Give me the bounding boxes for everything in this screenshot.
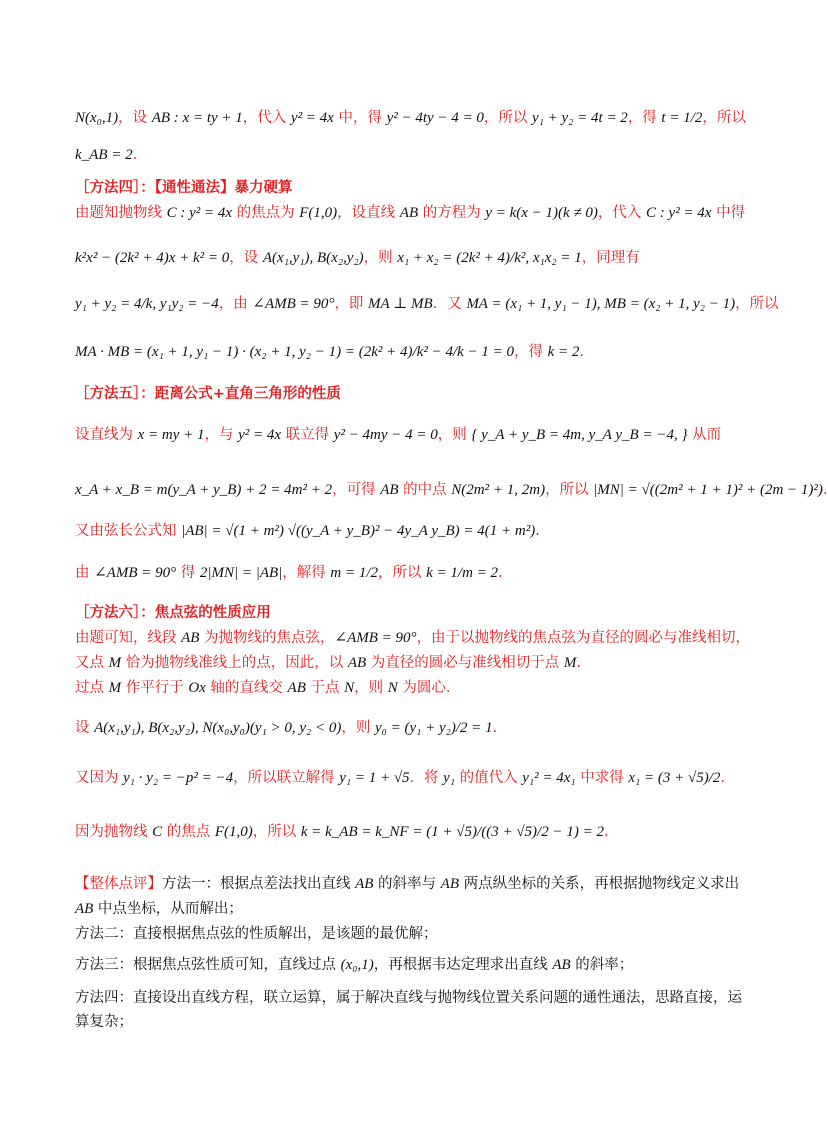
math-expression: y₁² = 4x₁ [522, 770, 576, 786]
text-segment: ，与 [204, 427, 239, 443]
math-expression: AB [355, 876, 374, 892]
math-expression: AB [399, 205, 419, 221]
text-segment: ，所以 [545, 482, 594, 498]
text-segment: ，解得 [282, 565, 331, 581]
math-expression: k = 2 [547, 344, 580, 360]
math-expression: A(x₁,y₁), B(x₂,y₂) [262, 250, 364, 266]
text-segment: 的值代入 [455, 770, 523, 786]
text-segment: ，则 [354, 680, 388, 696]
math-expression: x₁ + x₂ = (2k² + 4)/k², x₁x₂ = 1 [397, 250, 582, 266]
math-expression: MA = (x₁ + 1, y₁ − 1), MB = (x₂ + 1, y₂ − 1) [466, 296, 736, 312]
text-segment: 于点 [305, 680, 345, 696]
math-expression: ∠AMB = 90° [252, 296, 335, 312]
text-segment: 中得 [711, 205, 746, 221]
text-segment: 又点 [75, 655, 109, 671]
section-heading: ［方法六］：焦点弦的性质应用 [75, 605, 271, 621]
text-line [75, 718, 497, 738]
text-segment: 的斜率； [570, 957, 634, 973]
math-expression: y₀ = (y₁ + y₂)/2 = 1 [374, 720, 493, 736]
math-expression: N(2m² + 1, 2m) [451, 482, 546, 498]
text-line [75, 768, 725, 788]
text-segment: . [720, 770, 725, 786]
text-line [75, 521, 540, 541]
text-segment: 为圆心. [397, 680, 451, 696]
text-line [75, 425, 721, 445]
text-segment: ，即 [334, 296, 369, 312]
math-expression: ∠AMB = 90° [334, 630, 417, 646]
math-expression: (x₀,1) [340, 957, 374, 973]
text-segment: 恰为抛物线准线上的点，因此，以 [121, 655, 348, 671]
text-line [75, 988, 742, 1008]
math-expression: F(1,0) [299, 205, 338, 221]
text-segment: ，由 [218, 296, 253, 312]
text-segment: ．又 [432, 296, 467, 312]
math-expression: t = 1/2 [661, 110, 703, 126]
text-segment: ，由于以抛物线的焦点弦为直径的圆必与准线相切， [416, 630, 751, 646]
text-segment: 中，得 [333, 110, 387, 126]
text-segment: 联立得 [281, 427, 334, 443]
text-segment: 又因为 [75, 770, 124, 786]
text-segment: 算复杂； [75, 1014, 133, 1030]
text-segment: ，设直线 [337, 205, 400, 221]
text-line [75, 822, 609, 842]
section-heading: ［方法五］：距离公式+直角三角形的性质 [75, 386, 341, 402]
text-segment: . [822, 482, 828, 498]
math-expression: C : y² = 4x [166, 205, 233, 221]
math-expression: AB [287, 680, 306, 696]
text-segment: ，代入 [242, 110, 291, 126]
math-expression: AB [75, 901, 94, 917]
text-segment: ，得 [514, 344, 548, 360]
math-expression: N [344, 680, 355, 696]
text-segment: 的方程为 [418, 205, 486, 221]
text-segment: . [498, 565, 503, 581]
text-segment: 中求得 [575, 770, 629, 786]
text-segment: ，代入 [597, 205, 647, 221]
math-expression: AB [347, 655, 367, 671]
text-line [75, 924, 438, 944]
math-expression: k = k_AB = k_NF = (1 + √5)/((3 + √5)/2 − 1) = 2 [300, 824, 604, 840]
text-segment: 方法三：根据焦点弦性质可知，直线过点 [75, 957, 341, 973]
text-segment: 中点坐标，从而解出； [93, 901, 243, 917]
math-expression: MA ⊥ MB [368, 296, 433, 312]
text-segment: ，所以 [252, 824, 301, 840]
text-line [75, 603, 271, 623]
text-line [75, 1012, 133, 1032]
math-expression: k = 1/m = 2 [426, 565, 499, 581]
math-expression: AB [380, 482, 399, 498]
text-segment: ，所以 [483, 110, 533, 126]
text-segment: 设直线为 [75, 427, 138, 443]
math-expression: y² − 4ty − 4 = 0 [386, 110, 484, 126]
text-segment: ，则 [341, 720, 375, 736]
math-expression: A(x₁,y₁), B(x₂,y₂), N(x₀,y₀)(y₁ > 0, y₂ < 0) [94, 720, 342, 736]
text-segment: ．将 [409, 770, 444, 786]
text-segment: ，所以 [702, 110, 746, 126]
math-expression: y₁ + y₂ = 4t = 2 [532, 110, 628, 126]
math-expression: x_A + x_B = m(y_A + y_B) + 2 = 4m² + 2 [75, 482, 333, 498]
math-expression: F(1,0) [214, 824, 253, 840]
text-segment: . [535, 523, 540, 539]
text-segment: ，同理有 [581, 250, 640, 266]
text-segment: 为直径的圆必与准线相切于点 [366, 655, 564, 671]
math-expression: x = my + 1 [137, 427, 205, 443]
text-line [75, 480, 828, 500]
text-line [75, 145, 137, 165]
math-expression: m = 1/2 [330, 565, 379, 581]
text-line [75, 628, 750, 648]
math-expression: y₁ [443, 770, 456, 786]
text-segment: ，再根据韦达定理求出直线 [373, 957, 553, 973]
math-expression: AB [440, 876, 459, 892]
text-segment: ，则 [437, 427, 472, 443]
text-line [75, 955, 633, 975]
math-expression: AB [552, 957, 571, 973]
math-expression: M [563, 655, 577, 671]
text-segment: ，所以联立解得 [233, 770, 340, 786]
math-expression: |AB| = √(1 + m²) √((y_A + y_B)² − 4y_A y_B) = 4(1 + m²) [181, 523, 536, 539]
math-expression: y² − 4my − 4 = 0 [333, 427, 438, 443]
text-segment: 设 [75, 720, 95, 736]
math-expression: C [152, 824, 163, 840]
math-expression: C : y² = 4x [646, 205, 712, 221]
text-line [75, 899, 243, 919]
text-line [75, 653, 581, 673]
text-segment: 为抛物线的焦点弦， [199, 630, 335, 646]
math-expression: N [387, 680, 398, 696]
text-segment: 【整体点评】 [75, 876, 162, 892]
section-heading: ［方法四］：【通性通法】暴力硬算 [75, 180, 293, 196]
text-segment: 方法四：直接设出直线方程，联立运算，属于解决直线与抛物线位置关系问题的通性通法，思路直接，运 [75, 990, 742, 1006]
text-line [75, 178, 293, 198]
text-segment: 由 [75, 565, 95, 581]
math-expression: |MN| = √((2m² + 1 + 1)² + (2m − 1)²) [593, 482, 823, 498]
text-segment: ，所以 [735, 296, 779, 312]
text-segment: 由题知抛物线 [75, 205, 167, 221]
text-segment: 因为抛物线 [75, 824, 153, 840]
text-line [75, 874, 739, 894]
text-segment: . [603, 824, 609, 840]
math-expression: k_AB = 2 [75, 147, 133, 163]
text-line [75, 294, 779, 314]
text-segment: ，设 [229, 250, 263, 266]
text-segment: 方法一：根据点差法找出直线 [162, 876, 356, 892]
text-line [75, 248, 640, 268]
text-segment: . [579, 344, 585, 360]
text-segment: 得 [176, 565, 200, 581]
text-segment: 方法二：直接根据焦点弦的性质解出，是该题的最优解； [75, 926, 438, 942]
text-line [75, 384, 341, 404]
text-segment: 的斜率与 [373, 876, 441, 892]
text-segment: . [132, 147, 138, 163]
math-expression: N(x₀,1) [75, 110, 119, 126]
text-segment: ，设 [118, 110, 152, 126]
text-line [75, 108, 746, 128]
text-segment: 过点 [75, 680, 109, 696]
math-expression: ∠AMB = 90° [94, 565, 177, 581]
math-expression: y₁ = 1 + √5 [339, 770, 410, 786]
text-segment: 轴的直线交 [205, 680, 288, 696]
text-segment: ，得 [627, 110, 662, 126]
math-expression: y = k(x − 1)(k ≠ 0) [485, 205, 598, 221]
text-segment: ，所以 [378, 565, 427, 581]
math-expression: AB [181, 630, 200, 646]
math-expression: 2|MN| = |AB| [199, 565, 283, 581]
math-expression: x₁ = (3 + √5)/2 [628, 770, 721, 786]
text-segment: 由题可知，线段 [75, 630, 182, 646]
math-expression: MA · MB = (x₁ + 1, y₁ − 1) · (x₂ + 1, y₂ − 1) = (2k² + 4)/k² − 4/k − 1 = 0 [75, 344, 515, 360]
math-expression: y² = 4x [290, 110, 334, 126]
math-expression: y₁ · y₂ = −p² = −4 [123, 770, 234, 786]
text-segment: . [492, 720, 498, 736]
math-expression: Ox [188, 680, 206, 696]
text-line [75, 342, 584, 362]
math-expression: y² = 4x [238, 427, 282, 443]
math-expression: M [108, 655, 122, 671]
text-segment: 又由弦长公式知 [75, 523, 182, 539]
math-expression: y₁ + y₂ = 4/k, y₁y₂ = −4 [75, 296, 219, 312]
text-segment: 两点纵坐标的关系，再根据抛物线定义求出 [458, 876, 740, 892]
text-segment: . [576, 655, 581, 671]
math-expression: { y_A + y_B = 4m, y_A y_B = −4, } [471, 427, 688, 443]
math-expression: M [108, 680, 122, 696]
text-segment: 的焦点 [162, 824, 215, 840]
text-segment: ，可得 [332, 482, 381, 498]
text-segment: 从而 [687, 427, 722, 443]
text-line [75, 678, 450, 698]
text-segment: ，则 [363, 250, 398, 266]
math-expression: AB : x = ty + 1 [151, 110, 243, 126]
text-line [75, 203, 745, 223]
math-expression: k²x² − (2k² + 4)x + k² = 0 [75, 250, 230, 266]
text-segment: 的中点 [398, 482, 452, 498]
text-segment: 的焦点为 [232, 205, 300, 221]
text-line [75, 563, 503, 583]
text-segment: 作平行于 [121, 680, 189, 696]
